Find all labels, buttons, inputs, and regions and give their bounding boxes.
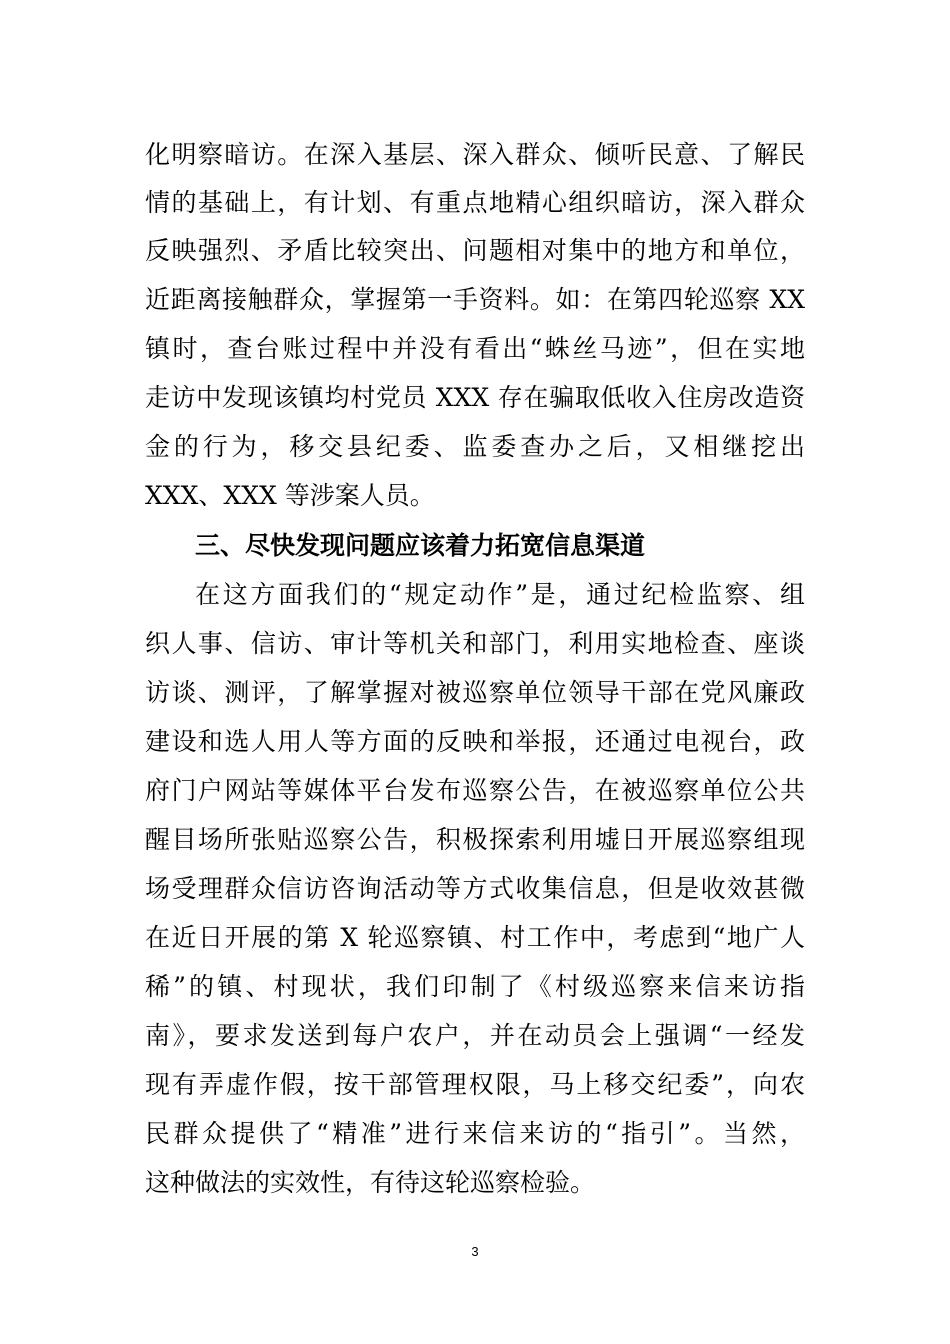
page-number: 3 <box>471 1244 479 1259</box>
body-text-line: 稀”的镇、村现状，我们印制了《村级巡察来信来访指 <box>145 972 805 1001</box>
body-text-line: 建设和选人用人等方面的反映和举报，还通过电视台，政 <box>145 727 805 756</box>
body-text-line: 现有弄虚作假，按干部管理权限，马上移交纪委”，向农 <box>145 1070 805 1099</box>
body-text-line: 化明察暗访。在深入基层、深入群众、倾听民意、了解民 <box>145 140 805 169</box>
body-text-line: 访谈、测评，了解掌握对被巡察单位领导干部在党风廉政 <box>145 678 805 707</box>
body-text-line: 在近日开展的第 X 轮巡察镇、村工作中，考虑到“地广人 <box>145 923 805 952</box>
body-text-line: 民群众提供了“精准”进行来信来访的“指引”。当然， <box>145 1119 805 1148</box>
body-text-line: 情的基础上，有计划、有重点地精心组织暗访，深入群众 <box>145 188 805 217</box>
body-text-line: 府门户网站等媒体平台发布巡察公告，在被巡察单位公共 <box>145 776 805 805</box>
body-text-line: XXX、XXX 等涉案人员。 <box>145 481 435 510</box>
body-text-line: 场受理群众信访咨询活动等方式收集信息，但是收效甚微 <box>145 874 805 903</box>
body-text-line: 近距离接触群众，掌握第一手资料。如：在第四轮巡察 XX <box>145 285 805 314</box>
body-text-line: 金的行为，移交县纪委、监委查办之后，又相继挖出 <box>145 432 805 461</box>
section-heading: 三、尽快发现问题应该着力拓宽信息渠道 <box>195 531 646 560</box>
body-text-line: 镇时，查台账过程中并没有看出“蛛丝马迹”，但在实地 <box>145 334 805 363</box>
body-text-line: 在这方面我们的“规定动作”是，通过纪检监察、组 <box>195 580 805 609</box>
body-text-line: 走访中发现该镇均村党员 XXX 存在骗取低收入住房改造资 <box>145 383 805 412</box>
body-text-line: 醒目场所张贴巡察公告，积极探索利用墟日开展巡察组现 <box>145 825 805 854</box>
body-text-line: 织人事、信访、审计等机关和部门，利用实地检查、座谈 <box>145 629 805 658</box>
body-text-line: 反映强烈、矛盾比较突出、问题相对集中的地方和单位， <box>145 236 805 265</box>
body-text-line: 这种做法的实效性，有待这轮巡察检验。 <box>145 1168 596 1197</box>
body-text-line: 南》，要求发送到每户农户，并在动员会上强调“一经发 <box>145 1021 805 1050</box>
